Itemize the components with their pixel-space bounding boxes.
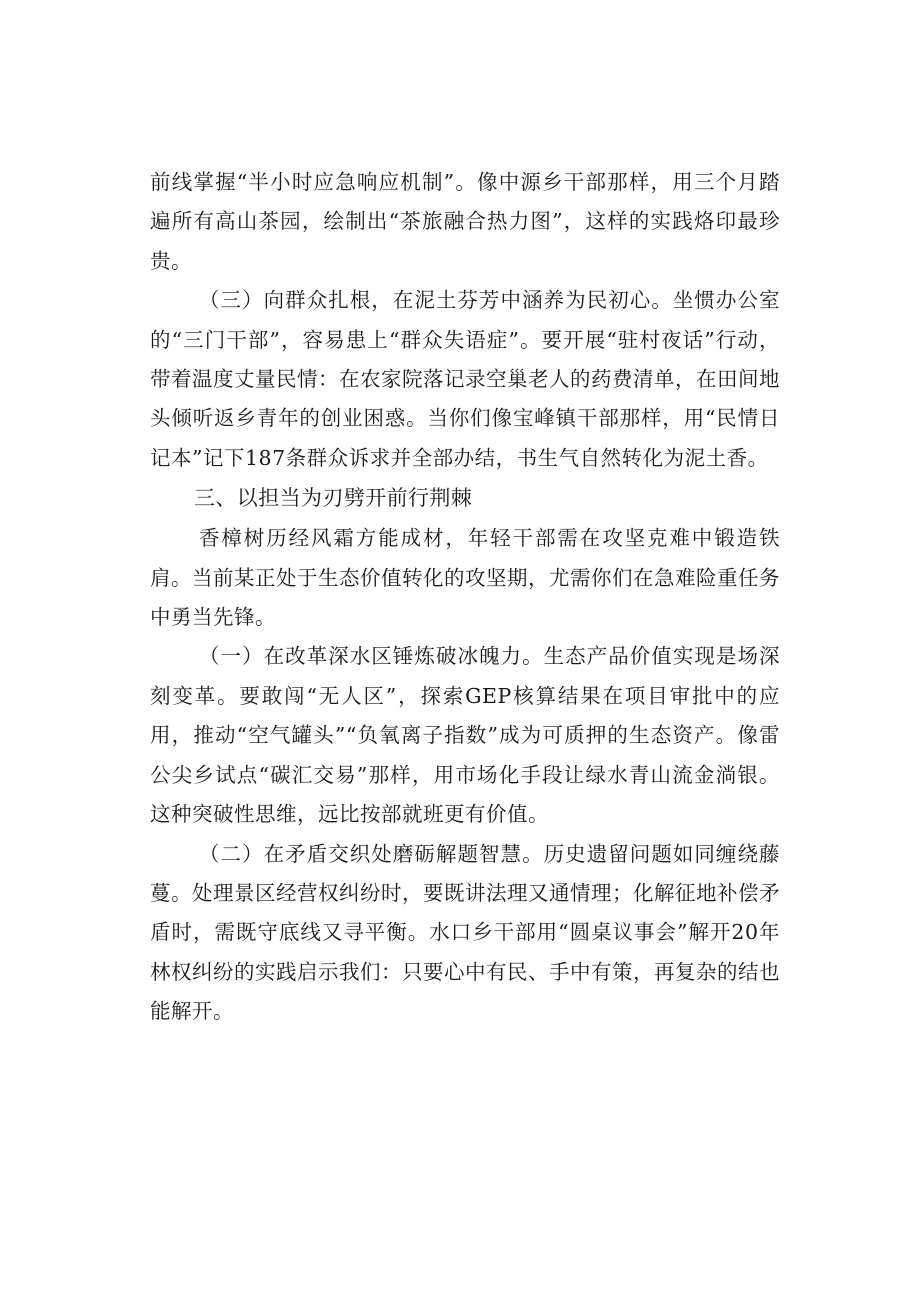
- paragraph-subsection-2: （二）在矛盾交织处磨砺解题智慧。历史遗留问题如同缠绕藤蔓。处理景区经营权纠纷时，要既讲法理又通情理；化解征地补偿矛盾时，需既守底线又寻平衡。水口乡干部用“圆桌议事会”解开20年林权纠纷的实践启示我们：只要心中有民、手中有策，再复杂的结也能解开。: [150, 841, 780, 1024]
- paragraph-continuation: 前线掌握“半小时应急响应机制”。像中源乡干部那样，用三个月踏遍所有高山茶园，绘制出“茶旅融合热力图”，这样的实践烙印最珍贵。: [150, 170, 780, 273]
- section-heading-3: 三、以担当为刃劈开前行荆棘: [194, 486, 473, 511]
- document-body: [150, 163, 780, 1032]
- paragraph-section-intro: 香樟树历经风霜方能成材，年轻干部需在攻坚克难中锻造铁肩。当前某正处于生态价值转化的攻坚期，尤需你们在急难险重任务中勇当先锋。: [150, 526, 780, 630]
- paragraph-subsection-1: （一）在改革深水区锤炼破冰魄力。生态产品价值实现是场深刻变革。要敢闯“无人区”，探索GEP核算结果在项目审批中的应用，推动“空气罐头”“负氧离子指数”成为可质押的生态资产。像雷公尖乡试点“碳汇交易”那样，用市场化手段让绿水青山流金淌银。这种突破性思维，远比按部就班更有价值。: [150, 644, 780, 827]
- paragraph-subsection-3: （三）向群众扎根，在泥土芬芳中涵养为民初心。坐惯办公室的“三门干部”，容易患上“群众失语症”。要开展“驻村夜话”行动，带着温度丈量民情：在农家院落记录空巢老人的药费清单，在田间地头倾听返乡青年的创业困惑。当你们像宝峰镇干部那样，用“民情日记本”记下187条群众诉求并全部办结，书生气自然转化为泥土香。: [150, 288, 780, 470]
